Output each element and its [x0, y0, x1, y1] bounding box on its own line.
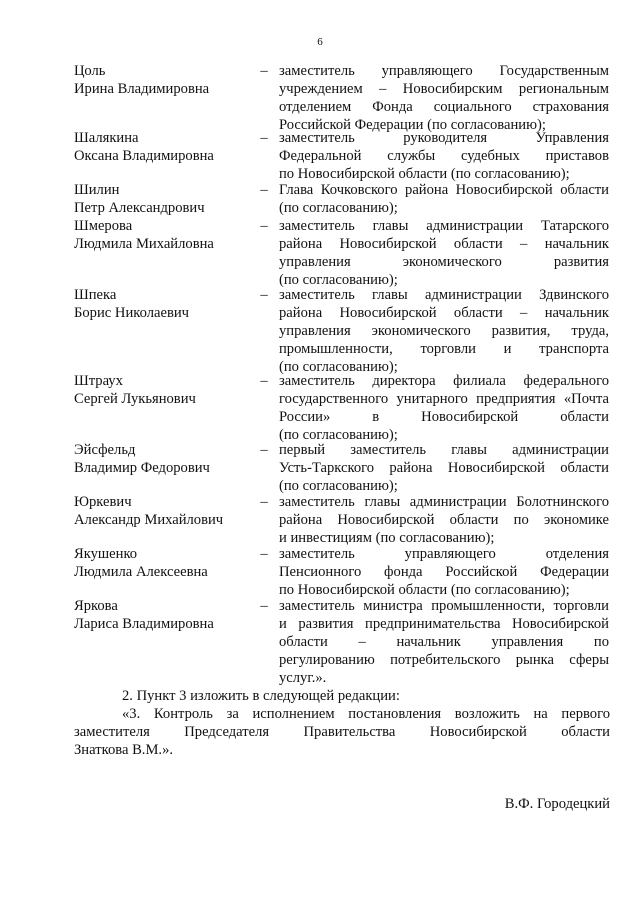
- role-line: по Новосибирской области (по согласованию);: [279, 165, 570, 182]
- role-line: Глава Кочковского района Новосибирской области: [279, 182, 609, 198]
- given-names: Лариса Владимировна: [74, 615, 214, 632]
- member-role: [279, 218, 609, 290]
- role-line: (по согласованию);: [279, 199, 398, 216]
- member-name: [74, 63, 254, 99]
- role-line: района Новосибирской области – начальник: [279, 304, 609, 321]
- role-line: Федеральной службы судебных приставов: [279, 147, 609, 164]
- member-name: [74, 182, 254, 218]
- given-names: Людмила Алексеевна: [74, 563, 208, 580]
- role-line: заместитель министра промышленности, торговли: [279, 598, 609, 614]
- role-line: регулированию потребительского рынка сферы: [279, 651, 609, 668]
- given-names: Сергей Лукьянович: [74, 390, 196, 407]
- member-role: [279, 546, 609, 600]
- given-names: Петр Александрович: [74, 199, 205, 216]
- member-name: [74, 598, 254, 634]
- member-role: [279, 598, 609, 687]
- surname: Юркевич: [74, 494, 132, 510]
- role-line: заместитель руководителя Управления: [279, 130, 609, 146]
- role-line: области – начальник управления по: [279, 633, 609, 650]
- role-line: Российской Федерации (по согласованию);: [279, 116, 546, 133]
- role-line: (по согласованию);: [279, 271, 398, 288]
- role-line: и инвестициям (по согласованию);: [279, 529, 495, 546]
- given-names: Людмила Михайловна: [74, 235, 214, 252]
- member-name: [74, 373, 254, 409]
- dash: –: [260, 182, 268, 198]
- surname: Штраух: [74, 373, 123, 389]
- clause-heading: 2. Пункт 3 изложить в следующей редакции:: [122, 688, 400, 704]
- role-line: заместитель управляющего Государственным: [279, 63, 609, 79]
- dash: –: [260, 546, 268, 562]
- role-line: района Новосибирской области – начальник: [279, 235, 609, 252]
- surname: Шалякина: [74, 130, 139, 146]
- surname: Цоль: [74, 63, 106, 79]
- page-number: 6: [317, 36, 323, 48]
- role-line: России» в Новосибирской области: [279, 408, 609, 425]
- given-names: Борис Николаевич: [74, 304, 189, 321]
- role-line: управления экономического развития, труда,: [279, 322, 609, 339]
- member-name: [74, 546, 254, 582]
- role-line: заместитель главы администрации Татарского: [279, 218, 609, 234]
- member-role: [279, 494, 609, 548]
- clause-text-line: Знаткова В.М.».: [74, 741, 174, 758]
- dash: –: [260, 598, 268, 614]
- surname: Шмерова: [74, 218, 133, 234]
- surname: Шилин: [74, 182, 120, 198]
- member-role: [279, 63, 609, 135]
- given-names: Оксана Владимировна: [74, 147, 214, 164]
- role-line: и развития предпринимательства Новосибирской: [279, 615, 609, 632]
- role-line: учреждением – Новосибирским региональным: [279, 80, 609, 97]
- member-name: [74, 130, 254, 166]
- surname: Эйсфельд: [74, 442, 136, 458]
- role-line: заместитель директора филиала федерального: [279, 373, 609, 389]
- role-line: услуг.».: [279, 669, 327, 686]
- surname: Яркова: [74, 598, 118, 614]
- role-line: управления экономического развития: [279, 253, 609, 270]
- role-line: (по согласованию);: [279, 426, 398, 443]
- member-role: [279, 182, 609, 218]
- given-names: Ирина Владимировна: [74, 80, 210, 97]
- dash: –: [260, 494, 268, 510]
- dash: –: [260, 373, 268, 389]
- signatory-name: В.Ф. Городецкий: [504, 796, 610, 812]
- role-line: (по согласованию);: [279, 358, 398, 375]
- member-role: [279, 130, 609, 184]
- member-role: [279, 287, 609, 376]
- given-names: Владимир Федорович: [74, 459, 210, 476]
- amendment-clause: [74, 688, 610, 760]
- role-line: промышленности, торговли и транспорта: [279, 340, 609, 357]
- given-names: Александр Михайлович: [74, 511, 224, 528]
- surname: Шпека: [74, 287, 117, 303]
- role-line: Усть-Таркского района Новосибирской области: [279, 459, 609, 476]
- dash: –: [260, 287, 268, 303]
- clause-text-line: «3. Контроль за исполнением постановления возложить на первого: [122, 705, 610, 722]
- member-name: [74, 494, 254, 530]
- role-line: (по согласованию);: [279, 477, 398, 494]
- dash: –: [260, 130, 268, 146]
- role-line: заместитель главы администрации Болотнинского: [279, 494, 609, 510]
- role-line: заместитель главы администрации Здвинского: [279, 287, 609, 303]
- member-role: [279, 373, 609, 445]
- dash: –: [260, 442, 268, 458]
- dash: –: [260, 63, 268, 79]
- role-line: отделением Фонда социального страхования: [279, 98, 609, 115]
- dash: –: [260, 218, 268, 234]
- member-role: [279, 442, 609, 496]
- role-line: Пенсионного фонда Российской Федерации: [279, 563, 609, 580]
- surname: Якушенко: [74, 546, 138, 562]
- role-line: района Новосибирской области по экономике: [279, 511, 609, 528]
- member-name: [74, 442, 254, 478]
- role-line: государственного унитарного предприятия «Почта: [279, 390, 609, 407]
- member-name: [74, 287, 254, 323]
- role-line: первый заместитель главы администрации: [279, 442, 609, 458]
- member-name: [74, 218, 254, 254]
- role-line: заместитель управляющего отделения: [279, 546, 609, 562]
- clause-text-line: заместителя Председателя Правительства Новосибирской области: [74, 723, 610, 740]
- role-line: по Новосибирской области (по согласованию);: [279, 581, 570, 598]
